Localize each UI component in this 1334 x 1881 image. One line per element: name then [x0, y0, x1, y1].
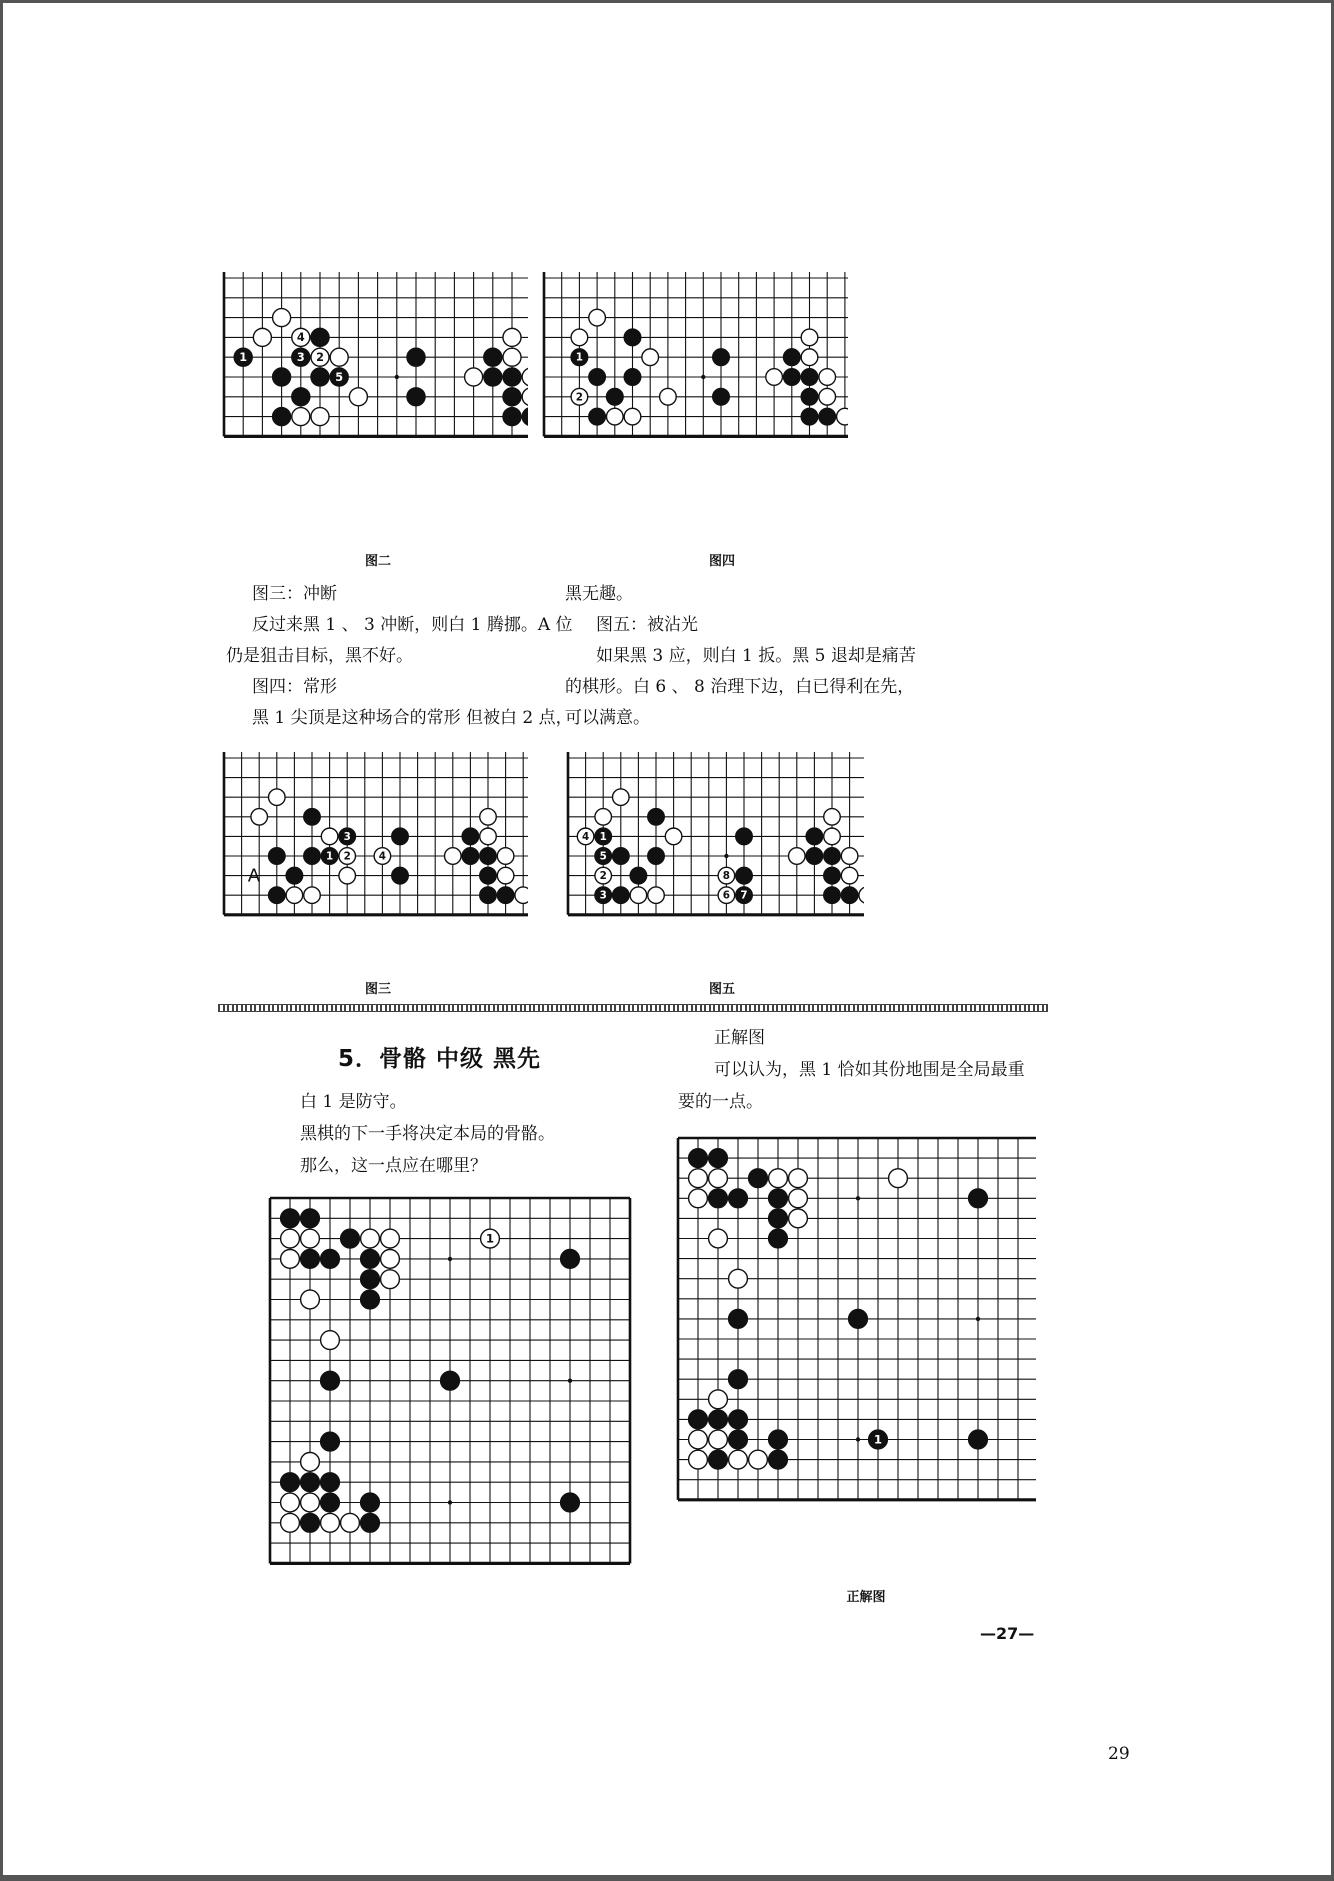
- white-stone: [613, 789, 630, 806]
- black-stone: [341, 1229, 360, 1248]
- white-stone: [515, 887, 528, 904]
- black-stone: [361, 1290, 380, 1309]
- black-stone: [709, 1189, 728, 1208]
- white-stone: [522, 368, 528, 386]
- black-stone: [407, 348, 425, 366]
- white-stone: [281, 1513, 300, 1532]
- board-grid: [224, 272, 528, 436]
- white-stone: [859, 887, 864, 904]
- white-stone: [341, 1513, 360, 1532]
- black-stone: [709, 1410, 728, 1429]
- fig5-text-line1: 如果黑 3 应，则白 1 扳。黑 5 退却是痛苦: [596, 646, 916, 666]
- black-stone: [801, 388, 818, 405]
- white-stone: [251, 809, 268, 826]
- fig4-text-line1: 黑 1 尖顶是这种场合的常形 但被白 2 点，: [252, 708, 573, 728]
- black-stone: [709, 1149, 728, 1168]
- white-stone: [269, 789, 286, 806]
- white-stone: [381, 1270, 400, 1289]
- white-stone: [709, 1430, 728, 1449]
- black-stone: [824, 887, 841, 904]
- go-diagram-fig4: [542, 272, 848, 448]
- black-stone: [441, 1371, 460, 1390]
- black-stone: [361, 1513, 380, 1532]
- white-stone: [503, 328, 521, 346]
- white-stone: [304, 887, 321, 904]
- white-stone: [321, 1331, 340, 1350]
- black-stone: [841, 887, 858, 904]
- white-stone: [503, 348, 521, 366]
- white-stone: [595, 809, 612, 826]
- white-stone: [789, 1209, 808, 1228]
- white-stone: [642, 349, 659, 366]
- white-stone: [281, 1493, 300, 1512]
- fig3-heading: 图三：冲断: [252, 584, 337, 604]
- star-point: [568, 1379, 572, 1383]
- white-stone: [292, 408, 310, 426]
- black-stone: [321, 1371, 340, 1390]
- move-number-label: 1: [873, 1432, 883, 1447]
- solution-text-line1: 可以认为，黑 1 恰如其份地围是全局最重: [714, 1060, 1025, 1080]
- black-stone: [484, 348, 502, 366]
- pdf-page-number: 29: [1108, 1744, 1130, 1764]
- black-stone: [589, 408, 606, 425]
- white-stone: [689, 1430, 708, 1449]
- black-stone: [969, 1430, 988, 1449]
- black-stone: [480, 848, 497, 865]
- white-stone: [349, 388, 367, 406]
- black-stone: [273, 368, 291, 386]
- white-stone: [665, 828, 682, 845]
- white-stone: [709, 1390, 728, 1409]
- star-point: [856, 1437, 860, 1441]
- white-stone: [709, 1169, 728, 1188]
- black-stone: [689, 1410, 708, 1429]
- fig5-text-line3: 可以满意。: [565, 708, 650, 728]
- black-stone: [630, 867, 647, 884]
- white-stone: [689, 1450, 708, 1469]
- black-stone: [561, 1493, 580, 1512]
- white-stone: [522, 388, 528, 406]
- black-stone: [304, 809, 321, 826]
- white-stone: [819, 388, 836, 405]
- move-number-label: 1: [485, 1231, 495, 1246]
- move-number-label: 7: [740, 889, 748, 902]
- fig3-text-line2: 仍是狙击目标，黑不好。: [226, 646, 413, 666]
- white-stone: [689, 1169, 708, 1188]
- black-stone: [729, 1370, 748, 1389]
- go-diagram-fig3: [222, 752, 528, 958]
- black-stone: [769, 1209, 788, 1228]
- black-stone: [729, 1310, 748, 1329]
- white-stone: [361, 1229, 380, 1248]
- white-stone: [497, 867, 514, 884]
- white-stone: [709, 1229, 728, 1248]
- white-stone: [769, 1169, 788, 1188]
- black-stone: [361, 1270, 380, 1289]
- black-stone: [503, 368, 521, 386]
- white-stone: [321, 828, 338, 845]
- black-stone: [321, 1473, 340, 1492]
- white-stone: [330, 348, 348, 366]
- black-stone: [392, 867, 409, 884]
- white-stone: [381, 1250, 400, 1269]
- black-stone: [321, 1250, 340, 1269]
- black-stone: [522, 408, 528, 426]
- move-number-label: 1: [575, 351, 584, 364]
- black-stone: [749, 1169, 768, 1188]
- move-number-label: 3: [599, 889, 607, 902]
- black-stone: [606, 388, 623, 405]
- white-stone: [497, 848, 514, 865]
- star-point: [448, 1257, 452, 1261]
- black-stone: [624, 329, 641, 346]
- black-stone: [729, 1410, 748, 1429]
- problem-title: 5．骨骼 中级 黑先: [338, 1046, 542, 1072]
- black-stone: [281, 1473, 300, 1492]
- black-stone: [497, 887, 514, 904]
- section-separator: [218, 1004, 1048, 1012]
- white-stone: [381, 1229, 400, 1248]
- white-stone: [339, 867, 356, 884]
- white-stone: [301, 1453, 320, 1472]
- white-stone: [824, 809, 841, 826]
- move-number-label: 2: [575, 391, 584, 404]
- black-stone: [624, 369, 641, 386]
- move-number-label: 2: [343, 850, 351, 863]
- black-stone: [769, 1189, 788, 1208]
- black-stone: [286, 867, 303, 884]
- white-stone: [311, 408, 329, 426]
- white-stone: [801, 329, 818, 346]
- star-point: [724, 854, 728, 858]
- white-stone: [789, 848, 806, 865]
- go-diagram-solution: [676, 1132, 1036, 1568]
- point-a-label: A: [247, 865, 261, 887]
- go-diagram-problem: [268, 1192, 632, 1628]
- black-stone: [648, 809, 665, 826]
- go-diagram-fig2: [222, 272, 528, 448]
- black-stone: [769, 1430, 788, 1449]
- black-stone: [729, 1430, 748, 1449]
- move-number-label: 1: [599, 830, 607, 843]
- black-stone: [713, 349, 730, 366]
- black-stone: [736, 867, 753, 884]
- black-stone: [503, 408, 521, 426]
- white-stone: [606, 408, 623, 425]
- black-stone: [648, 848, 665, 865]
- black-stone: [806, 848, 823, 865]
- black-stone: [561, 1250, 580, 1269]
- white-stone: [819, 369, 836, 386]
- white-stone: [445, 848, 462, 865]
- black-stone: [321, 1493, 340, 1512]
- black-stone: [819, 408, 836, 425]
- black-stone: [801, 369, 818, 386]
- white-stone: [766, 369, 783, 386]
- black-stone: [407, 388, 425, 406]
- white-stone: [801, 349, 818, 366]
- white-stone: [789, 1169, 808, 1188]
- white-stone: [301, 1493, 320, 1512]
- black-stone: [824, 867, 841, 884]
- black-stone: [361, 1493, 380, 1512]
- problem-text-line2: 黑棋的下一手将决定本局的骨骼。: [300, 1124, 555, 1144]
- white-stone: [841, 848, 858, 865]
- move-number-label: 1: [326, 850, 334, 863]
- white-stone: [589, 309, 606, 326]
- fig5-text-line2: 的棋形。白 6 、 8 治理下边，白已得利在先，: [565, 677, 915, 697]
- white-stone: [253, 328, 271, 346]
- black-stone: [311, 328, 329, 346]
- black-stone: [503, 388, 521, 406]
- black-stone: [709, 1450, 728, 1469]
- white-stone: [281, 1250, 300, 1269]
- white-stone: [571, 329, 588, 346]
- white-stone: [789, 1189, 808, 1208]
- figure-caption-fig4: 图四: [708, 554, 736, 569]
- black-stone: [769, 1229, 788, 1248]
- figure-caption-fig3: 图三: [364, 982, 392, 997]
- black-stone: [736, 828, 753, 845]
- move-number-label: 4: [296, 331, 305, 345]
- move-number-label: 6: [722, 889, 730, 902]
- white-stone: [660, 388, 677, 405]
- solution-text-line2: 要的一点。: [678, 1092, 763, 1112]
- white-stone: [824, 828, 841, 845]
- black-stone: [824, 848, 841, 865]
- black-stone: [273, 408, 291, 426]
- black-stone: [713, 388, 730, 405]
- white-stone: [301, 1229, 320, 1248]
- white-stone: [648, 887, 665, 904]
- move-number-label: 3: [343, 830, 351, 843]
- move-number-label: 1: [239, 350, 248, 364]
- white-stone: [729, 1450, 748, 1469]
- black-stone: [301, 1250, 320, 1269]
- figure-caption-fig2: 图二: [364, 554, 392, 569]
- move-number-label: 5: [599, 850, 607, 863]
- black-stone: [801, 408, 818, 425]
- black-stone: [392, 828, 409, 845]
- black-stone: [462, 828, 479, 845]
- black-stone: [304, 848, 321, 865]
- move-number-label: 2: [599, 870, 607, 883]
- black-stone: [613, 887, 630, 904]
- white-stone: [630, 887, 647, 904]
- fig5-heading: 图五：被沾光: [596, 615, 698, 635]
- white-stone: [301, 1290, 320, 1309]
- black-stone: [689, 1149, 708, 1168]
- black-stone: [589, 369, 606, 386]
- problem-text-line1: 白 1 是防守。: [300, 1092, 407, 1112]
- star-point: [448, 1500, 452, 1504]
- star-point: [976, 1317, 980, 1321]
- black-stone: [480, 887, 497, 904]
- black-stone: [729, 1189, 748, 1208]
- black-stone: [269, 887, 286, 904]
- white-stone: [889, 1169, 908, 1188]
- white-stone: [749, 1450, 768, 1469]
- black-stone: [769, 1450, 788, 1469]
- move-number-label: 2: [316, 350, 324, 364]
- black-stone: [783, 349, 800, 366]
- star-point: [701, 375, 705, 379]
- fig3-text-line1: 反过来黑 1 、 3 冲断，则白 1 腾挪。A 位: [252, 615, 573, 635]
- solution-heading: 正解图: [714, 1028, 765, 1048]
- figure-caption-solution: 正解图: [846, 1590, 886, 1605]
- white-stone: [689, 1189, 708, 1208]
- white-stone: [624, 408, 641, 425]
- white-stone: [480, 809, 497, 826]
- white-stone: [281, 1229, 300, 1248]
- black-stone: [301, 1473, 320, 1492]
- black-stone: [321, 1432, 340, 1451]
- fig4-heading: 图四：常形: [252, 677, 337, 697]
- black-stone: [849, 1310, 868, 1329]
- white-stone: [729, 1269, 748, 1288]
- star-point: [856, 1196, 860, 1200]
- black-stone: [281, 1209, 300, 1228]
- white-stone: [841, 867, 858, 884]
- move-number-label: 3: [296, 350, 305, 364]
- white-stone: [273, 309, 291, 327]
- black-stone: [301, 1209, 320, 1228]
- black-stone: [783, 369, 800, 386]
- book-page-number: —27—: [980, 1624, 1035, 1643]
- black-stone: [301, 1513, 320, 1532]
- black-stone: [484, 368, 502, 386]
- white-stone: [286, 887, 303, 904]
- star-point: [395, 375, 399, 379]
- black-stone: [613, 848, 630, 865]
- white-stone: [321, 1513, 340, 1532]
- move-number-label: 4: [378, 850, 386, 863]
- black-stone: [462, 848, 479, 865]
- figure-caption-fig5: 图五: [708, 982, 736, 997]
- go-diagram-fig5: [566, 752, 864, 958]
- black-stone: [361, 1250, 380, 1269]
- black-stone: [969, 1189, 988, 1208]
- white-stone: [480, 828, 497, 845]
- white-stone: [465, 368, 483, 386]
- move-number-label: 4: [582, 830, 590, 843]
- black-stone: [480, 867, 497, 884]
- fig4-text-line2: 黑无趣。: [565, 584, 633, 604]
- white-stone: [837, 408, 848, 425]
- black-stone: [806, 828, 823, 845]
- black-stone: [292, 388, 310, 406]
- move-number-label: 5: [335, 370, 344, 384]
- black-stone: [269, 848, 286, 865]
- move-number-label: 8: [722, 870, 730, 883]
- black-stone: [311, 368, 329, 386]
- problem-text-line3: 那么，这一点应在哪里？: [300, 1156, 487, 1176]
